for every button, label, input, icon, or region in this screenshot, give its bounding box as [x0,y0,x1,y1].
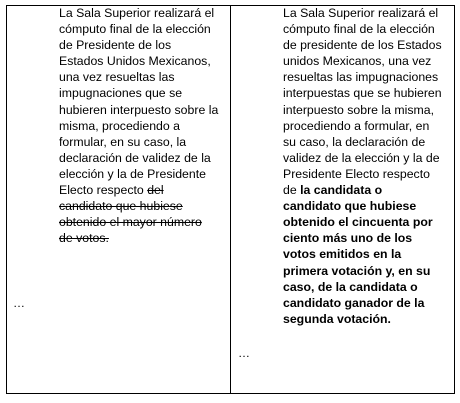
right-bold-line: obtenido el cincuenta por [283,215,433,230]
right-ellipsis: … [238,346,250,360]
right-line: resueltas las impugnaciones [283,70,439,85]
left-line-plain: Electo respecto [59,183,148,198]
right-bold-line: votos emitidos en la [283,247,402,262]
right-line-mixed [283,182,442,198]
right-line-bold: la candidata o [300,183,383,198]
right-bold-line: caso, de la candidata o [283,279,418,294]
left-struck-line: obtenido el mayor número [59,215,202,230]
right-line: La Sala Superior realizará el [283,6,439,20]
right-line: cómputo final de la elección [283,22,435,37]
right-bold-line: primera votación y, en su [283,263,431,278]
left-line: hubieren interpuesto sobre la [59,102,219,117]
left-line: Estados Unidos Mexicanos, [59,54,211,69]
left-ellipsis: … [13,296,25,310]
left-struck-line: de votos. [59,231,109,246]
left-line: impugnaciones que se [59,86,183,101]
left-line: elección y la de Presidente [59,166,206,181]
left-line: cómputo final de la elección [59,22,211,37]
left-line: formular, en su caso, la [59,134,187,149]
left-line-mixed [59,182,218,198]
left-column-text [59,5,218,246]
right-line: su caso, la declaración de [283,134,426,149]
left-line: declaración de validez de la [59,150,211,165]
left-struck-line: candidato que hubiese [59,199,183,214]
right-line: interpuestas que se hubieren [283,86,442,101]
right-bold-line: candidato ganador de la [283,295,425,310]
left-line: La Sala Superior realizará el [59,6,215,20]
right-line: unidos Mexicanos, una vez [283,54,432,69]
right-line: validez de la elección y la de [283,150,440,165]
left-line: de Presidente de los [59,38,172,53]
right-line: interpuesto sobre la misma, [283,102,435,117]
left-line-struck: del [147,183,164,198]
right-bold-line: ciento más uno de los [283,231,413,246]
left-line: misma, procediendo a [59,118,180,133]
right-column-text [283,5,442,327]
right-line-plain: de [283,183,301,198]
left-line: una vez resueltas las [59,70,175,85]
right-line: procediendo a formular, en [283,118,430,133]
column-divider [230,6,231,393]
right-line: de presidente de los Estados [283,38,442,53]
right-line: Presidente Electo respecto [283,166,430,181]
right-bold-line: candidato que hubiese [283,199,417,214]
right-bold-line: segunda votación. [283,311,391,326]
